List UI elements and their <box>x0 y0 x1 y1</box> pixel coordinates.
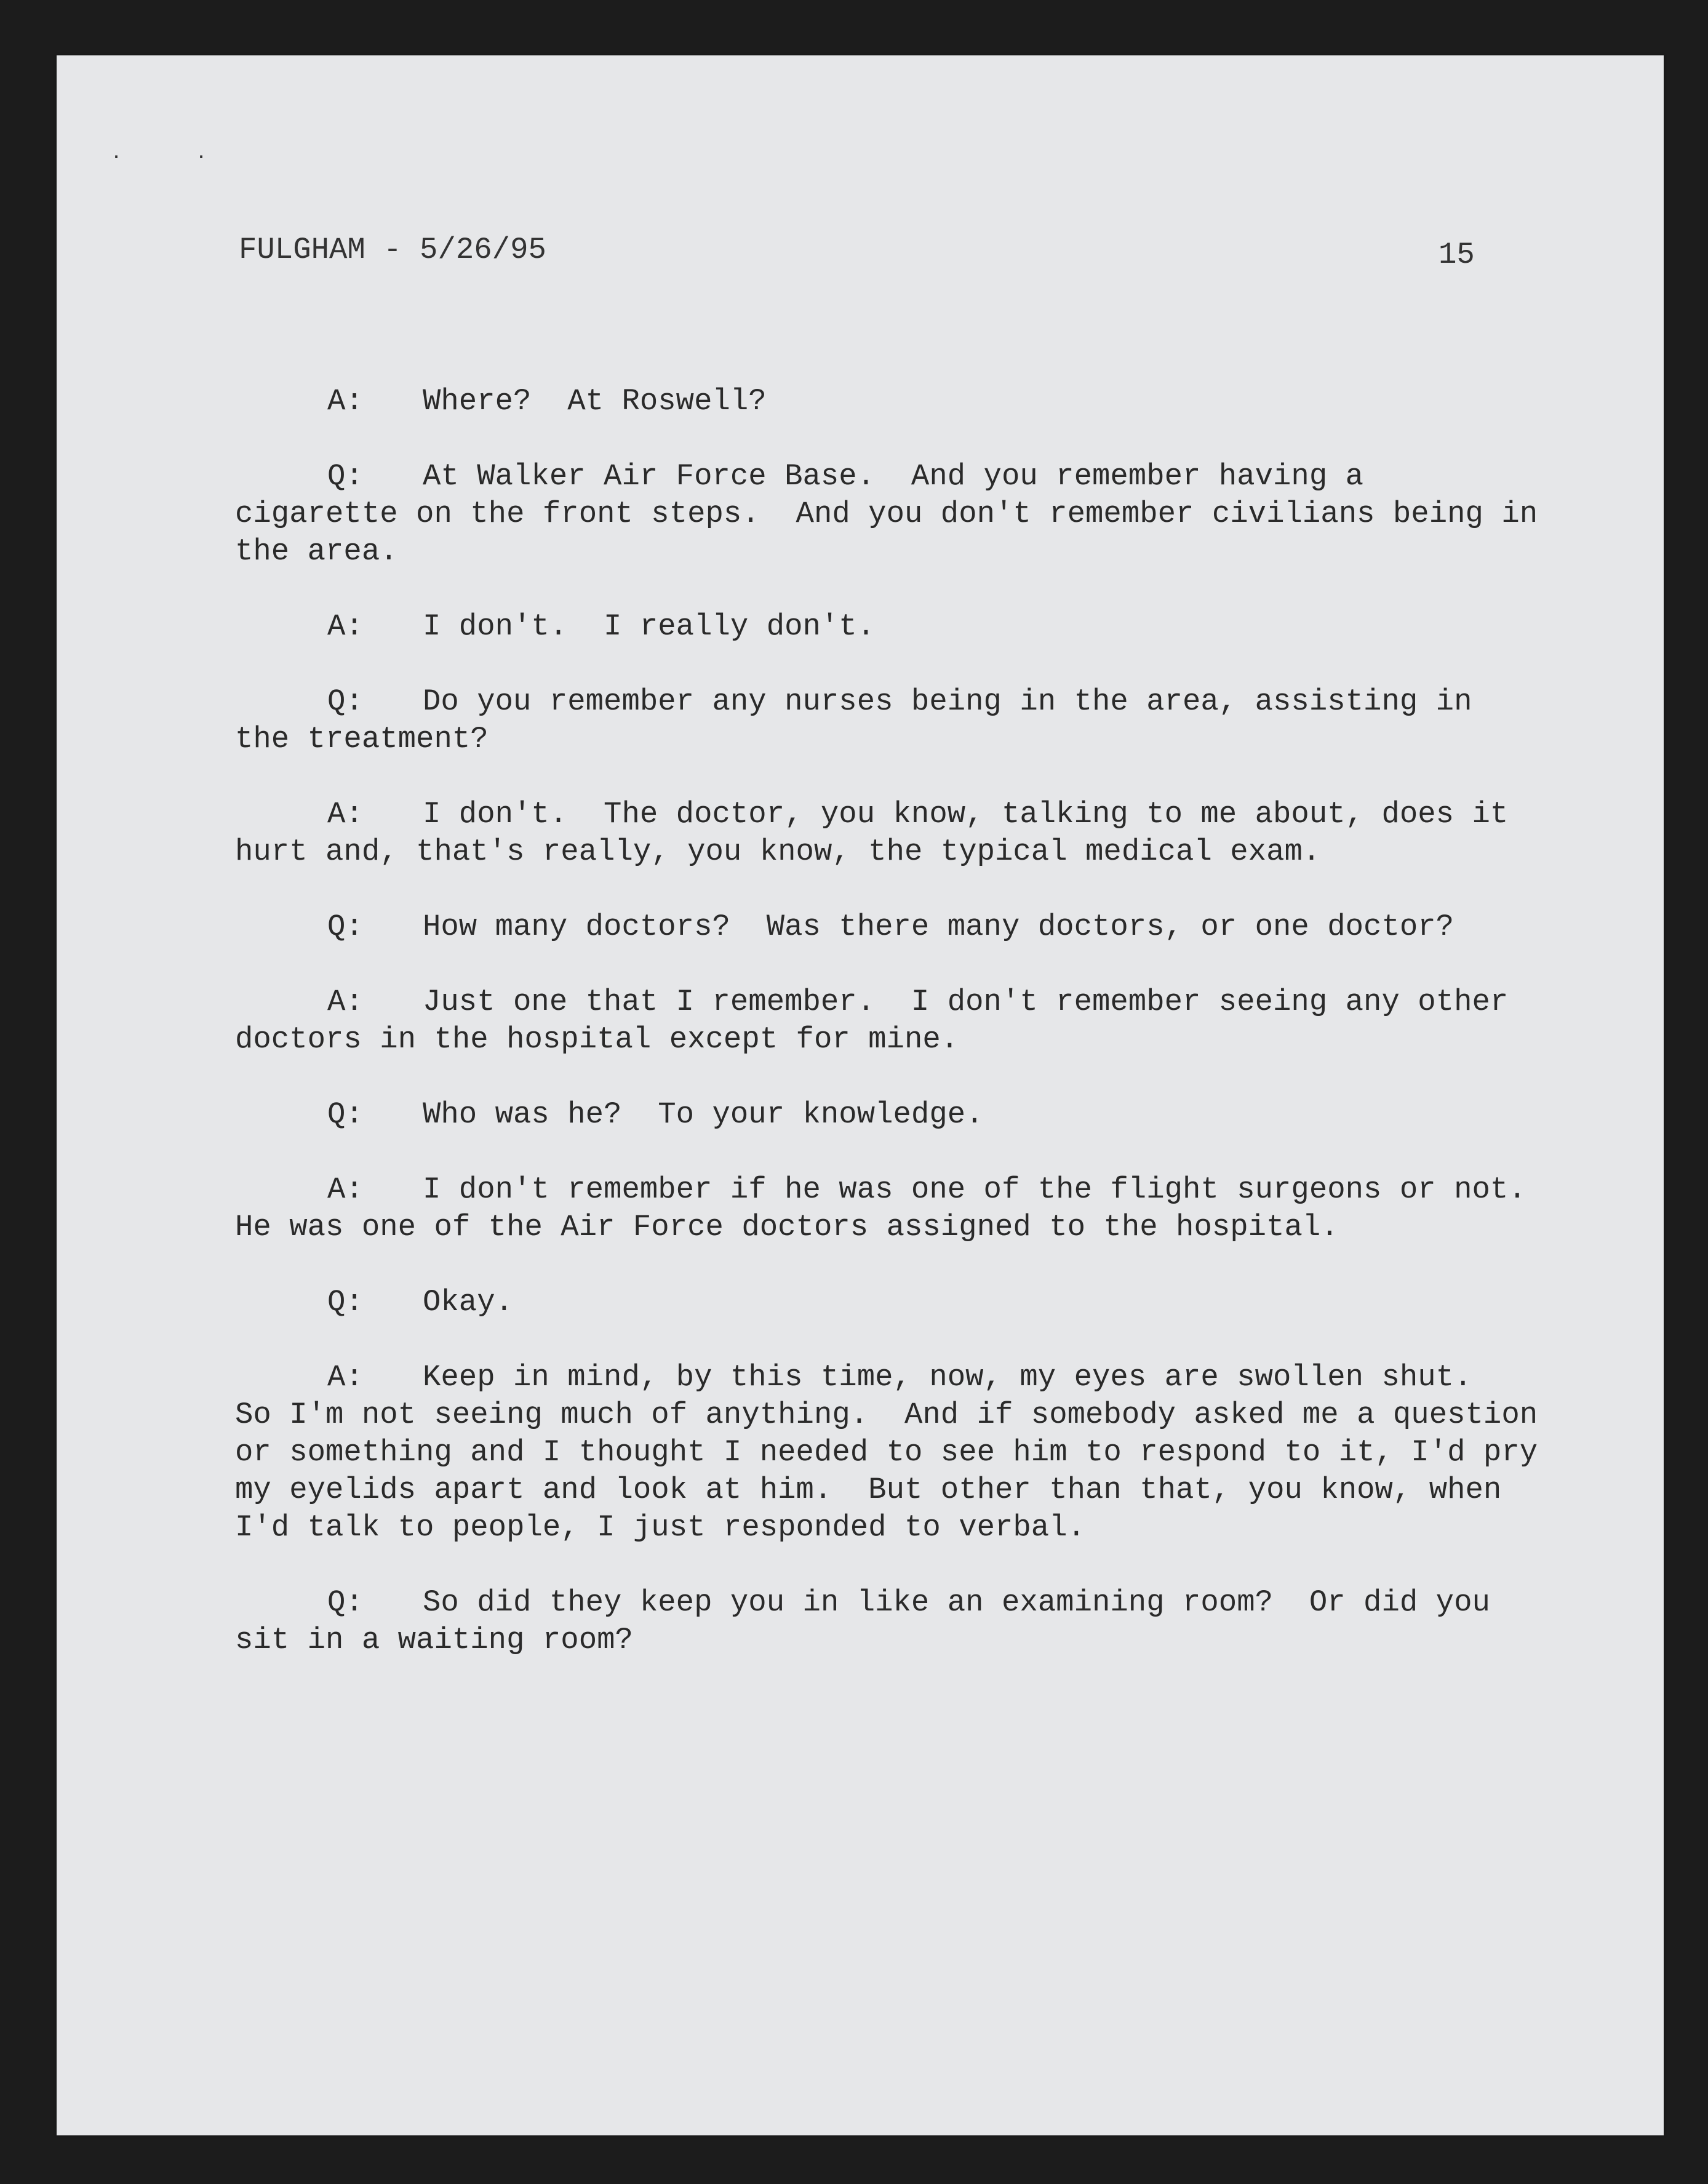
speaker-label: Q: <box>327 684 364 719</box>
speaker-label: Q: <box>327 459 364 494</box>
document-page <box>57 55 1664 2135</box>
transcript-paragraph <box>235 1096 1539 1134</box>
speaker-label: A: <box>327 797 364 831</box>
transcript-paragraph <box>235 1584 1539 1659</box>
paragraph-text: Do you remember any nurses being in the area, assisting in the treatment? <box>235 684 1490 756</box>
transcript-paragraph <box>235 458 1556 570</box>
speaker-label: Q: <box>327 1097 364 1132</box>
scan-specks: .. <box>111 142 281 163</box>
paragraph-text: How many doctors? Was there many doctors, or one doctor? <box>423 910 1455 944</box>
paragraph-text: So did they keep you in like an examining room? Or did you sit in a waiting room? <box>235 1585 1509 1657</box>
page-header: FULGHAM - 5/26/95 <box>239 233 546 267</box>
paragraph-text: Who was he? To your knowledge. <box>423 1097 984 1132</box>
speaker-label: A: <box>327 384 364 418</box>
paragraph-text: Okay. <box>423 1285 514 1319</box>
paragraph-text: I don't. I really don't. <box>423 609 876 644</box>
speaker-label: A: <box>327 985 364 1019</box>
paragraph-text: Where? At Roswell? <box>423 384 767 418</box>
speaker-label: A: <box>327 1360 364 1394</box>
speaker-label: Q: <box>327 1285 364 1319</box>
transcript-paragraph <box>235 796 1539 871</box>
speaker-label: A: <box>327 1172 364 1207</box>
transcript-paragraph <box>235 1171 1563 1246</box>
transcript-body <box>235 383 1563 1697</box>
transcript-paragraph <box>235 908 1539 946</box>
paragraph-text: Just one that I remember. I don't remember seeing any other doctors in the hospital except for mine. <box>235 985 1526 1057</box>
paragraph-text: I don't remember if he was one of the flight surgeons or not. He was one of the Air Force doctors assigned to the hospital. <box>235 1172 1563 1244</box>
transcript-paragraph <box>235 1359 1556 1546</box>
speaker-label: Q: <box>327 910 364 944</box>
transcript-paragraph <box>235 608 1539 646</box>
paragraph-text: I don't. The doctor, you know, talking to me about, does it hurt and, that's really, you know, the typical medical exam. <box>235 797 1526 869</box>
speaker-label: Q: <box>327 1585 364 1620</box>
transcript-paragraph <box>235 383 1539 420</box>
page-number: 15 <box>1439 238 1475 272</box>
speaker-label: A: <box>327 609 364 644</box>
paragraph-text: Keep in mind, by this time, now, my eyes are swollen shut. So I'm not seeing much of anything. And if somebody asked me a question or something and I thought I needed to see him to respond to it, I'd pry my eyelids apart and look at him. But other than that, you know, when I'd talk to people, I just responded to verbal. <box>235 1360 1556 1545</box>
transcript-paragraph <box>235 683 1539 758</box>
transcript-paragraph <box>235 983 1539 1058</box>
transcript-paragraph <box>235 1284 1539 1321</box>
paragraph-text: At Walker Air Force Base. And you remember having a cigarette on the front steps. And you don't remember civilians being in the area. <box>235 459 1556 569</box>
